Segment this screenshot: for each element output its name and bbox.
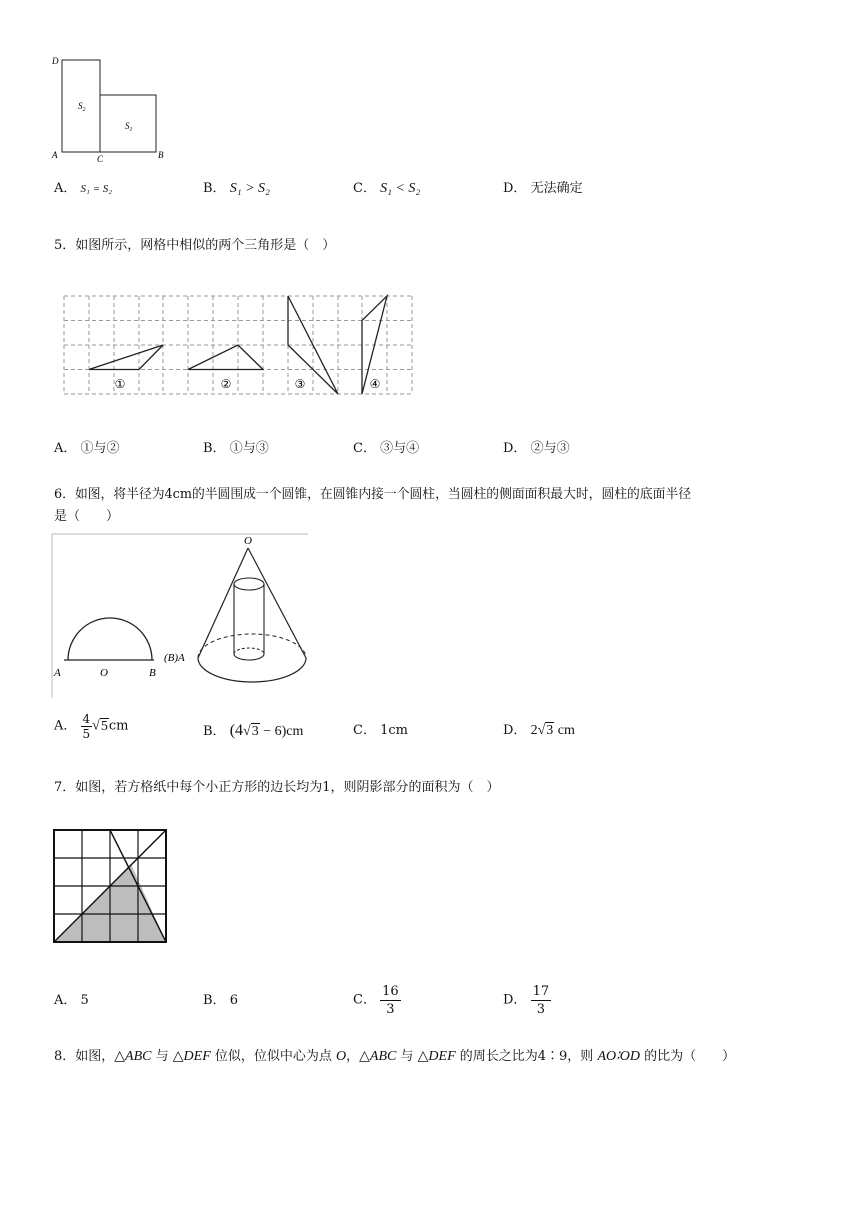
q6-option-b[interactable]: B． (4√3 − 6)cm	[203, 722, 304, 739]
q5-label-2: ②	[220, 377, 232, 391]
q4-option-d[interactable]: D． 无法确定	[503, 181, 583, 196]
q5-label-1: ①	[114, 377, 126, 391]
q4-label-c: C	[97, 154, 104, 164]
q6-option-a-fraction: $\frac{4}{5}$	[82, 712, 91, 741]
q7-option-d-fraction: $\frac{17}{3}$	[532, 984, 550, 1017]
q5-option-d[interactable]: D． ②与③	[503, 441, 570, 456]
q6-figure	[50, 530, 312, 702]
q4-figure	[48, 52, 178, 164]
q7-option-b[interactable]: B． 6	[203, 993, 238, 1008]
q7-option-a[interactable]: A． 5	[54, 993, 89, 1008]
q6-label-b: B	[149, 667, 156, 679]
q8-triangle-abc: △ABC	[114, 1049, 152, 1064]
q6-option-a[interactable]: A． $\frac{4}{5}$ √5cm	[54, 712, 129, 741]
q6-label-a: A	[54, 667, 61, 679]
q5-option-b[interactable]: B． ①与③	[203, 441, 269, 456]
q7-figure	[50, 826, 172, 948]
q6-stem-line1: 6．如图，将半径为4cm的半圆围成一个圆锥，在圆锥内接一个圆柱，当圆柱的侧面面积最大时，圆柱的底面半径	[54, 487, 692, 502]
q6-option-d[interactable]: D． 2√3 cm	[503, 723, 575, 738]
q7-option-c[interactable]: C． $\frac{16}{3}$	[353, 984, 399, 1017]
q7-option-d[interactable]: D． $\frac{17}{3}$	[503, 984, 550, 1017]
q5-triangle-2	[188, 345, 263, 370]
q4-label-b: B	[158, 150, 164, 160]
q5-triangle-1	[89, 345, 163, 370]
q7-option-c-fraction: $\frac{16}{3}$	[382, 984, 399, 1017]
q5-option-a[interactable]: A． ①与②	[54, 441, 120, 456]
q6-label-ba: (B)A	[164, 652, 185, 664]
q5-option-c[interactable]: C． ③与④	[353, 441, 420, 456]
q7-stem: 7．如图，若方格纸中每个小正方形的边长均为1，则阴影部分的面积为（ ）	[54, 780, 500, 795]
q4-label-a: A	[52, 150, 58, 160]
q4-label-d: D	[52, 56, 59, 66]
q8-stem: 8．如图，△ABC 与 △DEF 位似，位似中心为点 O，△ABC 与 △DEF 的周长之比为4∶9，则 AO∶OD 的比为（ ）	[54, 1049, 736, 1064]
q6-stem-line2: 是（ ）	[54, 509, 120, 524]
q6-label-cone-top: O	[244, 535, 252, 547]
q5-stem: 5．如图所示，网格中相似的两个三角形是（ ）	[54, 238, 336, 253]
q4-option-b[interactable]: B． S₁ > S₂	[203, 181, 270, 196]
q8-triangle-def: △DEF	[172, 1049, 211, 1064]
q6-label-o: O	[100, 667, 108, 679]
q4-label-s2: $S_2$	[78, 101, 86, 113]
q4-option-a[interactable]: A． S₁ = S₂	[54, 181, 113, 196]
q6-option-c[interactable]: C． 1cm	[353, 723, 408, 738]
q4-label-s1: $S_1$	[125, 121, 133, 133]
q8-ratio: AO∶OD	[597, 1049, 640, 1064]
q8-center-o: O	[336, 1049, 347, 1064]
q5-label-3: ③	[294, 377, 306, 391]
q4-option-c[interactable]: C． S₁ < S₂	[353, 181, 421, 196]
q5-figure-grid	[60, 292, 416, 400]
q5-label-4: ④	[369, 377, 381, 391]
